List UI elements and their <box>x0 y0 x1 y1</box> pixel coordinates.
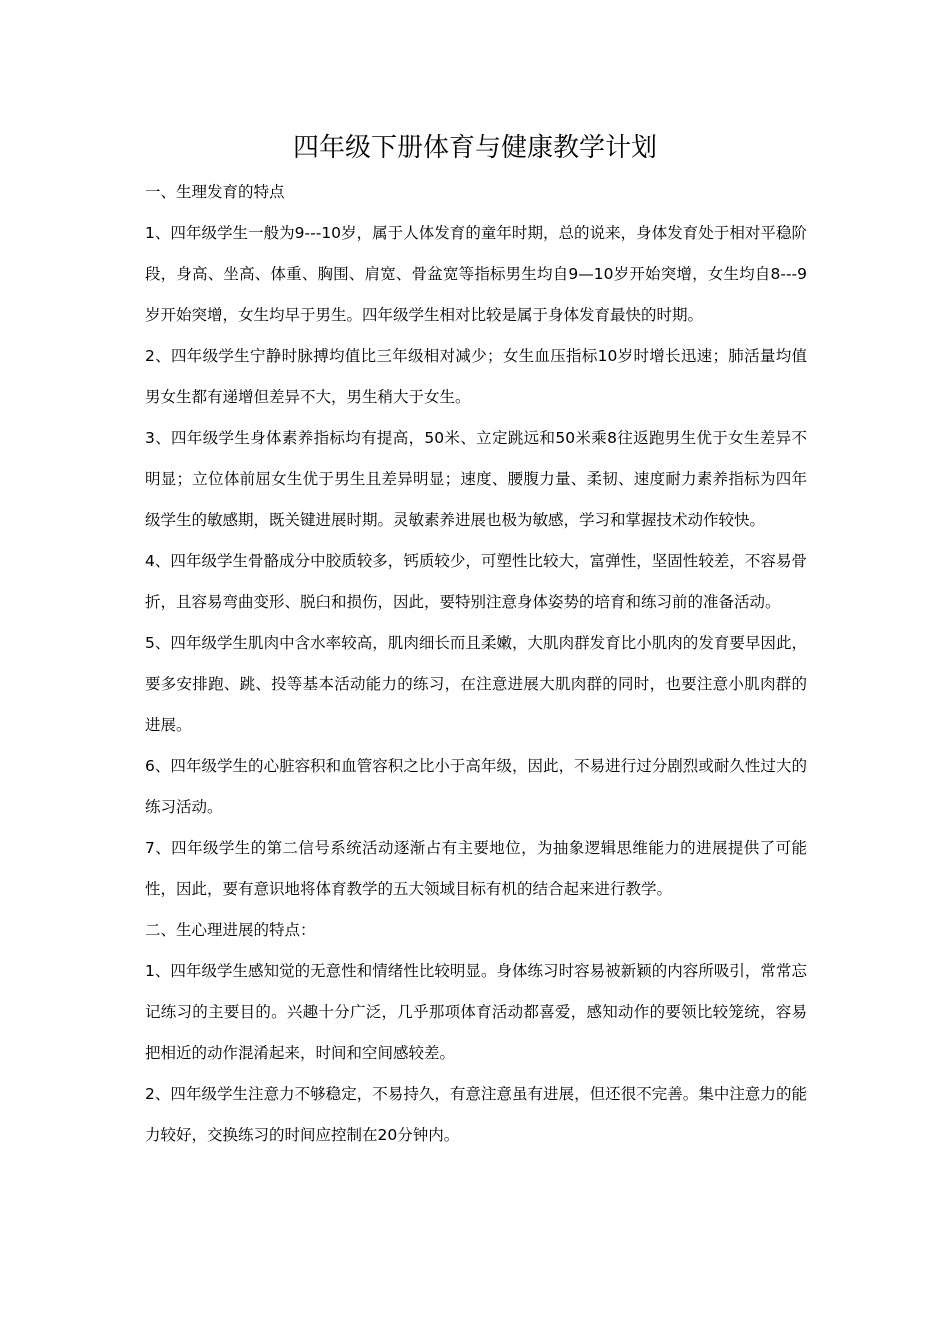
paragraph: 2、四年级学生注意力不够稳定，不易持久，有意注意虽有进展，但还很不完善。集中注意力的能力较好，交换练习的时间应控制在20分钟内。 <box>145 1085 807 1144</box>
paragraph: 3、四年级学生身体素养指标均有提高，50米、立定跳远和50米乘8往返跑男生优于女生差异不明显；立位体前屈女生优于男生且差异明显；速度、腰腹力量、柔韧、速度耐力素养指标为四年级学生的敏感期，既关键进展时期。灵敏素养进展也极为敏感，学习和掌握技术动作较快。 <box>145 429 807 529</box>
paragraph: 5、四年级学生肌肉中含水率较高，肌肉细长而且柔嫩，大肌肉群发育比小肌肉的发育要早因此，要多安排跑、跳、投等基本活动能力的练习，在注意进展大肌肉群的同时，也要注意小肌肉群的进展。 <box>145 634 807 734</box>
document-body <box>145 172 807 1156</box>
paragraph: 1、四年级学生感知觉的无意性和情绪性比较明显。身体练习时容易被新颖的内容所吸引，常常忘记练习的主要目的。兴趣十分广泛，几乎那项体育活动都喜爱，感知动作的要领比较笼统，容易把相近的动作混淆起来，时间和空间感较差。 <box>145 962 807 1062</box>
paragraph: 6、四年级学生的心脏容积和血管容积之比小于高年级，因此，不易进行过分剧烈或耐久性过大的练习活动。 <box>145 757 807 816</box>
paragraph: 2、四年级学生宁静时脉搏均值比三年级相对减少；女生血压指标10岁时增长迅速；肺活量均值男女生都有递增但差异不大，男生稍大于女生。 <box>145 347 807 406</box>
section-heading-physical-development: 一、生理发育的特点 <box>145 183 285 201</box>
section-heading-psychological-development: 二、生心理进展的特点： <box>145 921 316 939</box>
paragraph: 1、四年级学生一般为9---10岁，属于人体发育的童年时期，总的说来，身体发育处于相对平稳阶段，身高、坐高、体重、胸围、肩宽、骨盆宽等指标男生均自9—10岁开始突增，女生均自8---9岁开始突增，女生均早于男生。四年级学生相对比较是属于身体发育最快的时期。 <box>145 224 807 324</box>
paragraph: 7、四年级学生的第二信号系统活动逐渐占有主要地位，为抽象逻辑思维能力的进展提供了可能性，因此，要有意识地将体育教学的五大领域目标有机的结合起来进行教学。 <box>145 839 807 898</box>
paragraph: 4、四年级学生骨骼成分中胶质较多，钙质较少，可塑性比较大，富弹性，坚固性较差，不容易骨折，且容易弯曲变形、脱臼和损伤，因此，要特别注意身体姿势的培育和练习前的准备活动。 <box>145 552 807 611</box>
document-title: 四年级下册体育与健康教学计划 <box>292 133 657 163</box>
